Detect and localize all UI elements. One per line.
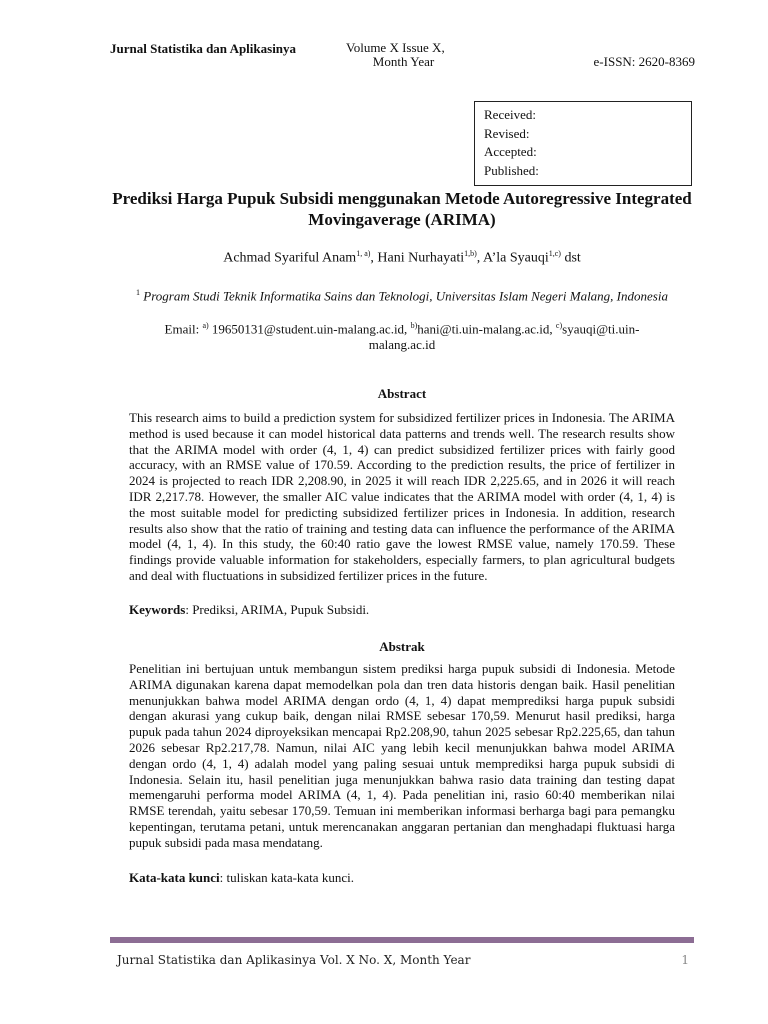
- keywords-label: Keywords: [129, 602, 186, 617]
- footer-journal-info: Jurnal Statistika dan Aplikasinya Vol. X No. X, Month Year: [117, 953, 471, 967]
- abstract-heading: Abstract: [377, 386, 427, 401]
- email-mark: c): [555, 321, 563, 330]
- email-mark: b): [410, 321, 418, 330]
- author-name: Achmad Syariful Anam: [223, 250, 357, 266]
- revised-label: Revised:: [484, 125, 530, 141]
- author-affiliation-mark: 1, a): [356, 249, 371, 258]
- affiliation-mark: 1: [136, 288, 141, 297]
- email-address-a: 19650131@student.uin-malang.ac.id,: [208, 321, 411, 337]
- abstrak-text: Penelitian ini bertujuan untuk membangun sistem prediksi harga pupuk subsidi di Indonesia. Metode ARIMA digunakan karena dapat memodelkan pola dan tren data historis dengan baik. Hasil penelitian menunjukkan bahwa model ARIMA dengan ordo (4, 1, 4) dapat memprediksi harga pupuk subsidi dengan akurasi yang cukup baik, dengan nilai RMSE sebesar 170,59. Menurut hasil prediksi, harga pupuk pada tahun 2024 diproyeksikan mencapai Rp2.208,90, tahun 2025 sebesar Rp2.225,65, dan tahun 2026 sebesar Rp2.217,78. Namun, nilai AIC yang lebih kecil menunjukkan bahwa model ARIMA dengan ordo (4, 1, 4) adalah model yang paling sesuai untuk memprediksi harga pupuk subsidi di Indonesia. Selain itu, hasil penelitian juga menunjukkan bahwa rasio data training dan testing dapat memengaruhi performa model ARIMA (4, 1, 4). Pada penelitian ini, rasio 60:40 memberikan nilai RMSE terendah, yaitu sebesar 170,59. Temuan ini memberikan informasi berharga bagi para pemangku kepentingan, terutama petani, untuk merencanakan anggaran pertanian dan menghadapi fluktuasi harga pupuk subsidi pada masa mendatang.: [129, 661, 675, 850]
- author-name: Hani Nurhayati: [377, 250, 465, 266]
- author-affiliation-mark: 1,b): [464, 249, 477, 258]
- author-name: A’la Syauqi: [483, 250, 549, 266]
- footer-rule: [110, 937, 694, 943]
- issn: e-ISSN: 2620-8369: [593, 54, 695, 69]
- page-number: 1: [681, 953, 689, 967]
- author-list: [110, 249, 694, 267]
- abstrak-heading: Abstrak: [379, 639, 425, 654]
- email-address-c: syauqi@ti.uin-malang.ac.id: [368, 321, 640, 353]
- email-mark: a): [202, 321, 209, 330]
- article-history-box: [474, 101, 692, 186]
- received-label: Received:: [484, 107, 536, 122]
- affiliation: [110, 288, 694, 304]
- email-line: [150, 318, 654, 353]
- accepted-label: Accepted:: [484, 144, 537, 159]
- published-label: Published:: [484, 162, 539, 178]
- volume-issue: Volume X Issue X,: [346, 40, 445, 55]
- affiliation-text: Program Studi Teknik Informatika Sains dan Teknologi, Universitas Islam Negeri Malang, Indonesia: [143, 288, 668, 304]
- keywords-text: : Prediksi, ARIMA, Pupuk Subsidi.: [185, 602, 370, 617]
- journal-name: Jurnal Statistika dan Aplikasinya: [110, 41, 297, 56]
- author-separator: ,: [476, 250, 484, 266]
- abstract-text: This research aims to build a prediction system for subsidized fertilizer prices in Indonesia. The ARIMA method is used because it can model historical data patterns and trends well. The research results show that the ARIMA model with order (4, 1, 4) can predict subsidized fertilizer prices with fairly good accuracy, with an RMSE value of 170.59. According to the prediction results, the price of fertilizer in 2024 is projected to reach IDR 2,208.90, in 2025 it will reach IDR 2,225.65, and in 2026 it will reach IDR 2,217.78. However, the smaller AIC value indicates that the ARIMA model with order (4, 1, 4) is the most suitable model for predicting subsidized fertilizer prices in Indonesia. In addition, research results also show that the ratio of training and testing data can influence the performance of the ARIMA model (4, 1, 4). In this study, the 60:40 ratio gave the lowest RMSE value, namely 170.59. These findings provide valuable information for stakeholders, especially farmers, to plan agricultural budgets and deal with fluctuations in subsidized fertilizer prices in the future.: [129, 410, 675, 583]
- month-year: Month Year: [372, 54, 435, 69]
- email-address-b: hani@ti.uin-malang.ac.id,: [417, 321, 556, 337]
- kata-kunci-label: Kata-kata kunci: [129, 870, 220, 885]
- author-separator: dst: [560, 250, 581, 266]
- email-label: Email:: [164, 321, 203, 337]
- abstrak-keywords: [129, 870, 675, 886]
- author-affiliation-mark: 1,c): [548, 249, 561, 258]
- abstract-keywords: [129, 602, 675, 618]
- paper-title: Prediksi Harga Pupuk Subsidi menggunakan Metode Autoregressive Integrated Movingaverage (ARIMA): [112, 189, 692, 229]
- author-separator: ,: [370, 250, 378, 266]
- volume-info: [346, 41, 461, 69]
- kata-kunci-text: : tuliskan kata-kata kunci.: [219, 870, 354, 885]
